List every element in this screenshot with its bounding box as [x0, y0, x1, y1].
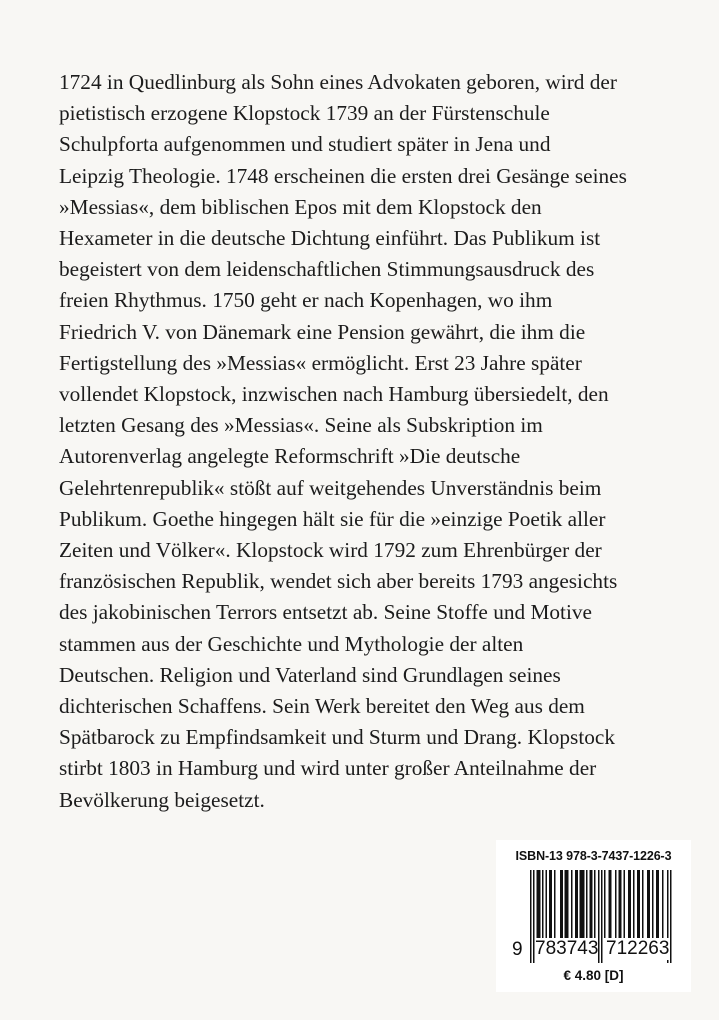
- barcode-digit-first: 9: [512, 939, 523, 960]
- barcode-digits-right: 712263: [606, 938, 670, 959]
- blurb-line: Fertigstellung des »Messias« ermöglicht. Erst 23 Jahre später: [59, 350, 582, 375]
- blurb-line: Gelehrtenrepublik« stößt auf weitgehendes Unverständnis beim: [59, 475, 602, 500]
- blurb-line: Friedrich V. von Dänemark eine Pension gewährt, die ihm die: [59, 319, 586, 344]
- blurb-line: Zeiten und Völker«. Klopstock wird 1792 zum Ehrenbürger der: [59, 538, 602, 563]
- blurb-line: freien Rhythmus. 1750 geht er nach Kopenhagen, wo ihm: [59, 288, 553, 313]
- blurb-line: Schulpforta aufgenommen und studiert später in Jena und: [59, 132, 551, 157]
- blurb-line: Leipzig Theologie. 1748 erscheinen die ersten drei Gesänge seines: [59, 163, 627, 188]
- blurb-line: »Messias«, dem biblischen Epos mit dem Klopstock den: [59, 194, 542, 219]
- blurb-line: französischen Republik, wendet sich aber bereits 1793 angesichts: [59, 569, 618, 594]
- blurb-line: Autorenverlag angelegte Reformschrift »Die deutsche: [59, 444, 521, 469]
- blurb-line: stammen aus der Geschichte und Mythologie der alten: [59, 631, 524, 656]
- blurb-line: Spätbarock zu Empfindsamkeit und Sturm und Drang. Klopstock: [59, 725, 615, 750]
- blurb-line: dichterischen Schaffens. Sein Werk bereitet den Weg aus dem: [59, 694, 585, 719]
- blurb-line: Deutschen. Religion und Vaterland sind Grundlagen seines: [59, 662, 561, 687]
- blurb-line: Hexameter in die deutsche Dichtung einführt. Das Publikum ist: [59, 226, 601, 251]
- isbn-barcode-block: [496, 840, 691, 992]
- blurb-line: des jakobinischen Terrors entsetzt ab. Seine Stoffe und Motive: [59, 600, 592, 625]
- isbn-label: ISBN-13 978-3-7437-1226-3: [515, 849, 672, 863]
- blurb-line: letzten Gesang des »Messias«. Seine als Subskription im: [59, 413, 543, 438]
- blurb-line: pietistisch erzogene Klopstock 1739 an der Fürstenschule: [59, 101, 550, 126]
- blurb-line: Bevölkerung beigesetzt.: [59, 787, 265, 812]
- blurb-line: stirbt 1803 in Hamburg und wird unter großer Anteilnahme der: [59, 756, 597, 781]
- back-cover-blurb: [59, 67, 689, 816]
- price-label: € 4.80 [D]: [563, 968, 624, 983]
- blurb-line: 1724 in Quedlinburg als Sohn eines Advokaten geboren, wird der: [59, 70, 617, 94]
- barcode-digits-left: 783743: [535, 938, 599, 959]
- blurb-line: begeistert von dem leidenschaftlichen Stimmungsausdruck des: [59, 257, 595, 282]
- blurb-line: vollendet Klopstock, inzwischen nach Hamburg übersiedelt, den: [59, 382, 609, 407]
- blurb-line: Publikum. Goethe hingegen hält sie für die »einzige Poetik aller: [59, 506, 606, 531]
